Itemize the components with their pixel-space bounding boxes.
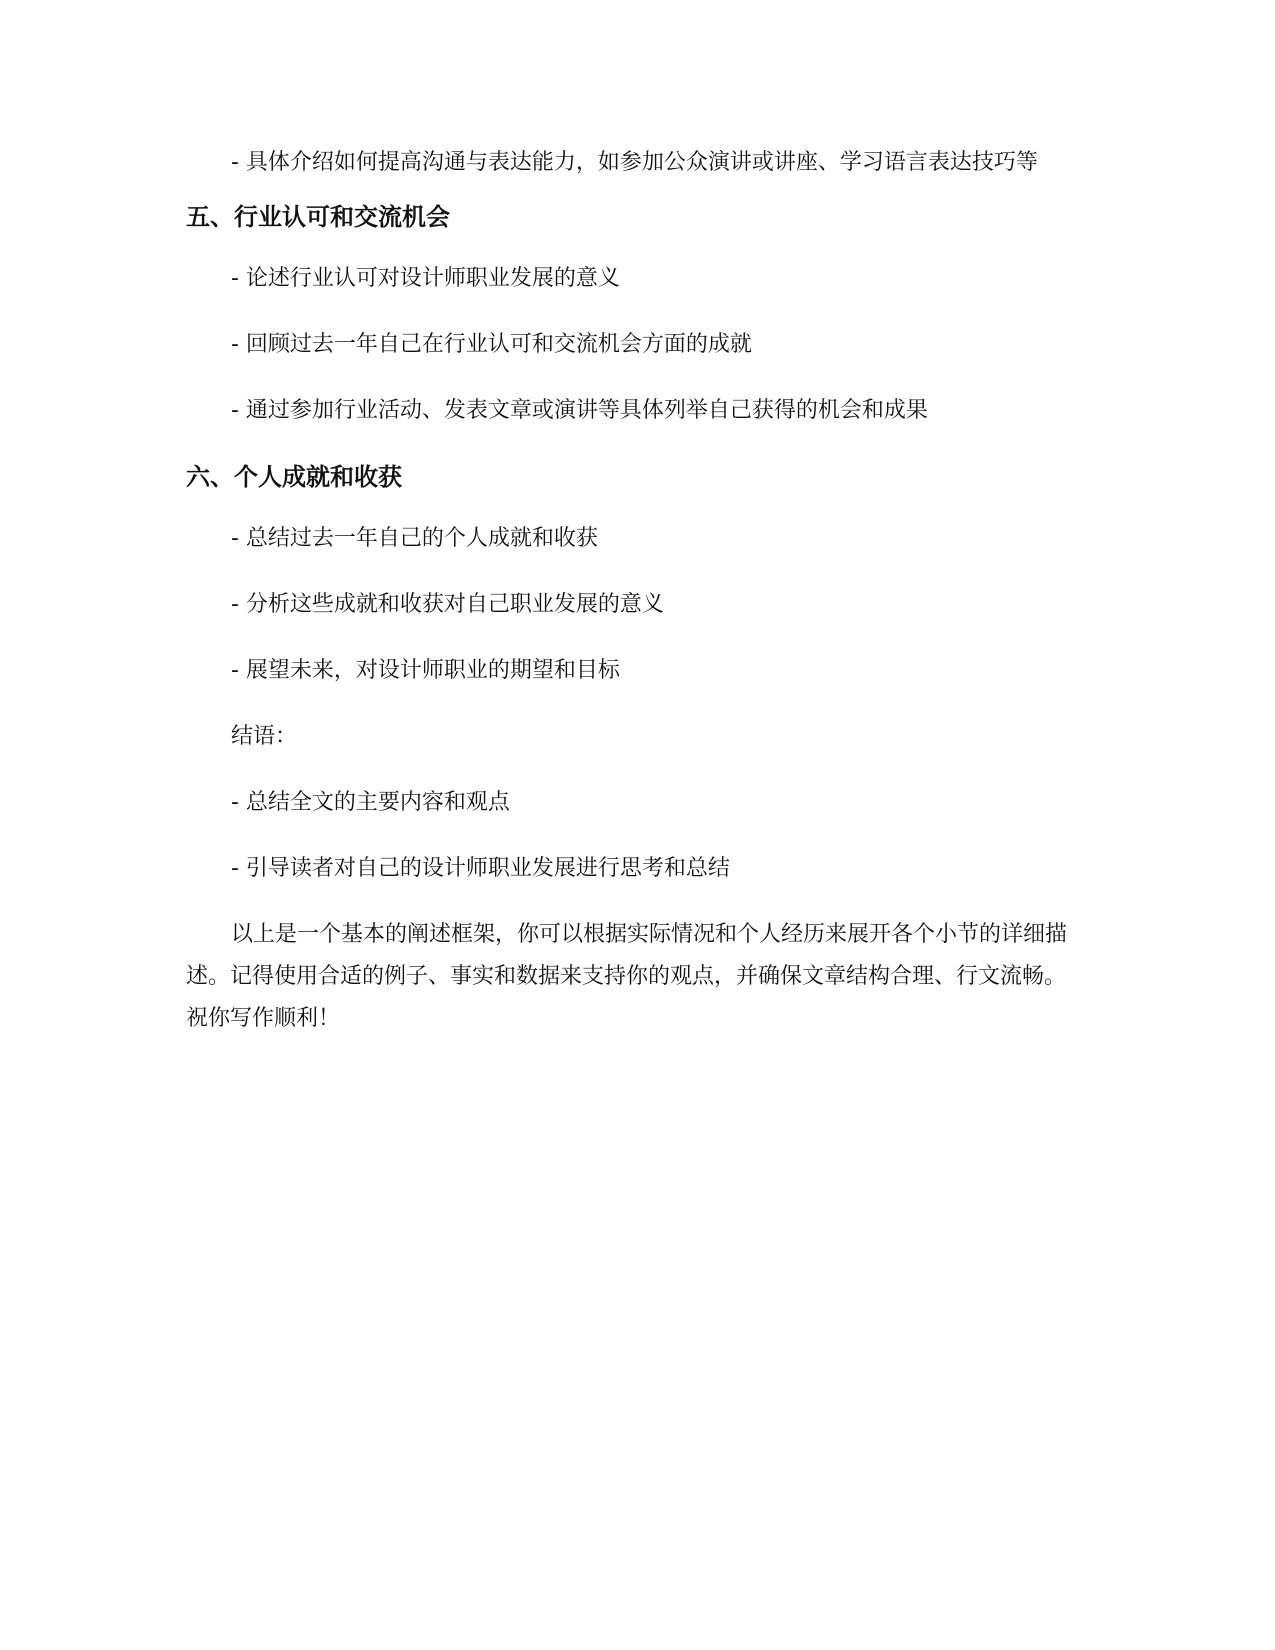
heading-section-5: 五、行业认可和交流机会 — [186, 203, 450, 231]
document-body — [186, 142, 1086, 1064]
paragraph-closing-note: 以上是一个基本的阐述框架，你可以根据实际情况和个人经历来展开各个小节的详细描述。记得使用合适的例子、事实和数据来支持你的观点，并确保文章结构合理、行文流畅。祝你写作顺利！ — [186, 922, 1068, 1031]
paragraph-personal-achievements: - 总结过去一年自己的个人成就和收获 — [231, 526, 598, 551]
paragraph-guide-reader: - 引导读者对自己的设计师职业发展进行思考和总结 — [231, 856, 730, 881]
paragraph-industry-recognition-meaning: - 论述行业认可对设计师职业发展的意义 — [231, 266, 620, 291]
paragraph-industry-opportunities: - 通过参加行业活动、发表文章或演讲等具体列举自己获得的机会和成果 — [231, 398, 928, 423]
paragraph-conclusion-label: 结语： — [231, 724, 298, 749]
paragraph-future-outlook: - 展望未来，对设计师职业的期望和目标 — [231, 658, 620, 683]
paragraph-achievements-meaning: - 分析这些成就和收获对自己职业发展的意义 — [231, 592, 664, 617]
heading-section-6: 六、个人成就和收获 — [186, 463, 402, 491]
paragraph-summary-main-points: - 总结全文的主要内容和观点 — [231, 790, 510, 815]
paragraph-communication-skills: - 具体介绍如何提高沟通与表达能力，如参加公众演讲或讲座、学习语言表达技巧等 — [231, 150, 1038, 175]
paragraph-industry-achievements: - 回顾过去一年自己在行业认可和交流机会方面的成就 — [231, 332, 752, 357]
